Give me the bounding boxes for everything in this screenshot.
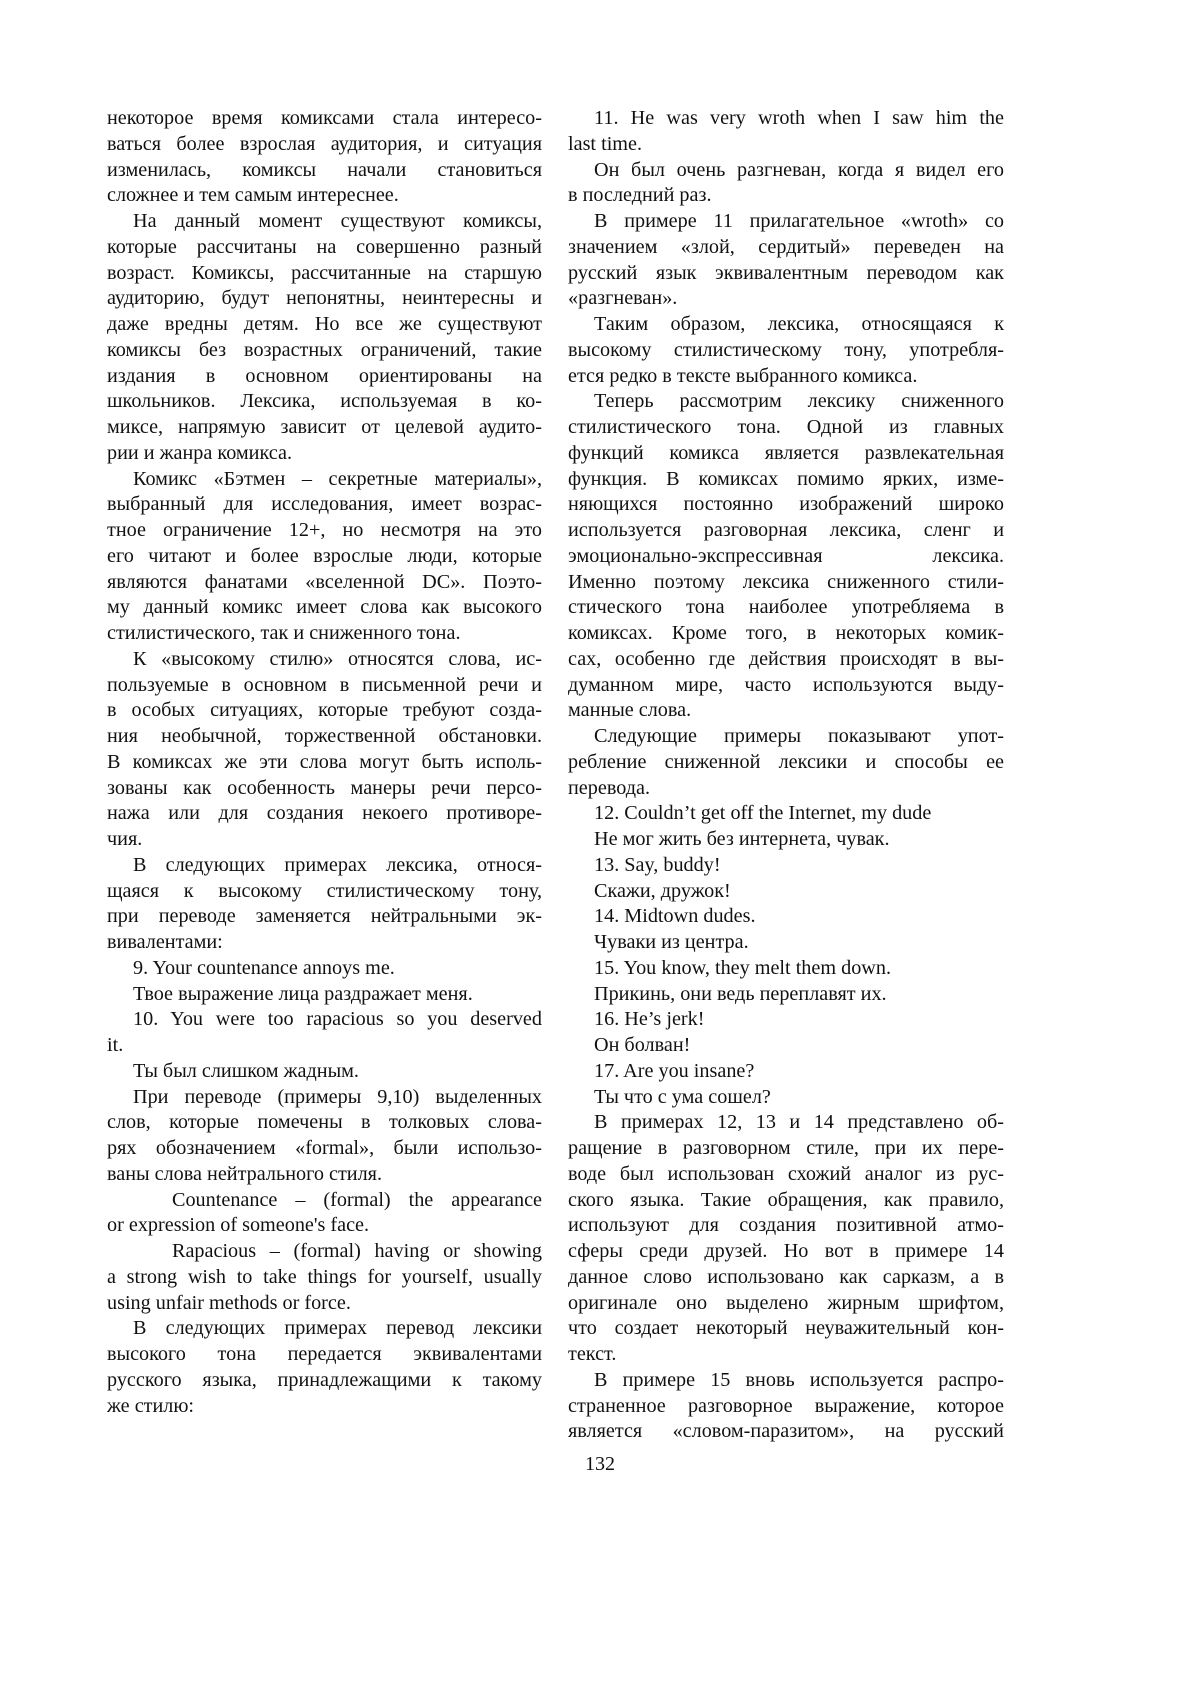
text-line: using unfair methods or force. bbox=[107, 1291, 351, 1314]
text-line: Теперь рассмотрим лексику сниженного bbox=[594, 390, 1004, 413]
text-line: 10. You were too rapacious so you deserved bbox=[133, 1008, 542, 1031]
text-line: В примере 15 вновь используется распро- bbox=[594, 1368, 1004, 1391]
text-line: миксе, напрямую зависит от целевой аудито- bbox=[107, 416, 542, 438]
text-line: сах, особенно где действия происходят в вы- bbox=[568, 647, 1004, 670]
right-text-column bbox=[568, 106, 1004, 1445]
text-line: ращение в разговорном стиле, при их пере- bbox=[568, 1137, 1004, 1159]
text-line: что создает некоторый неуважительный кон- bbox=[568, 1317, 1004, 1340]
text-line: издания в основном ориентированы на bbox=[107, 364, 542, 387]
text-line: няющихся постоянно изображений широко bbox=[568, 493, 1004, 516]
text-line: ваться более взрослая аудитория, и ситуация bbox=[107, 132, 542, 155]
text-line: рях обозначением «formal», были использо- bbox=[107, 1137, 542, 1159]
text-line: «разгневан». bbox=[568, 287, 678, 310]
text-line: 11. He was very wroth when I saw him the bbox=[594, 107, 1004, 129]
text-line: значением «злой, сердитый» переведен на bbox=[568, 235, 1004, 258]
text-line: думанном мире, часто используются выду- bbox=[568, 673, 1004, 696]
text-line: last time. bbox=[568, 132, 643, 155]
text-line: Прикинь, они ведь переплавят их. bbox=[594, 982, 887, 1005]
text-line: К «высокому стилю» относятся слова, ис- bbox=[133, 647, 542, 670]
text-line: высокому стилистическому тону, употребля- bbox=[568, 338, 1004, 361]
text-line: комиксах. Кроме того, в некоторых комик- bbox=[568, 622, 1004, 644]
text-line: Чуваки из центра. bbox=[594, 931, 749, 953]
text-line: ется редко в тексте выбранного комикса. bbox=[568, 364, 918, 387]
text-line: or expression of someone's face. bbox=[107, 1214, 370, 1237]
text-line: являются фанатами «вселенной DC». Поэто- bbox=[107, 570, 542, 593]
text-line: Комикс «Бэтмен – секретные материалы», bbox=[133, 467, 542, 490]
text-line: Следующие примеры показывают упот- bbox=[594, 725, 1004, 747]
text-line: воде был использован схожий аналог из рус- bbox=[568, 1162, 1004, 1185]
text-line: ния необычной, торжественной обстановки. bbox=[107, 725, 542, 747]
text-line: сложнее и тем самым интереснее. bbox=[107, 184, 399, 207]
text-line: нажа или для создания некоего противоре- bbox=[107, 802, 542, 825]
text-line: ребление сниженной лексики и способы ее bbox=[568, 750, 1004, 773]
text-line: 15. You know, they melt them down. bbox=[594, 956, 892, 979]
text-line: выбранный для исследования, имеет возрас- bbox=[107, 493, 542, 516]
text-line: 13. Say, buddy! bbox=[594, 853, 721, 876]
text-line: Ты что с ума сошел? bbox=[594, 1085, 771, 1108]
text-line: В примерах 12, 13 и 14 представлено об- bbox=[594, 1111, 1004, 1134]
text-line: стического тона наиболее употребляема в bbox=[568, 596, 1004, 619]
text-line: В примере 11 прилагательное «wroth» со bbox=[594, 210, 1004, 232]
text-line: it. bbox=[107, 1034, 124, 1056]
text-line: Таким образом, лексика, относящаяся к bbox=[594, 313, 1004, 335]
page-number: 132 bbox=[585, 1453, 615, 1475]
text-line: русский язык эквивалентным переводом как bbox=[568, 261, 1004, 284]
text-line: 14. Midtown dudes. bbox=[594, 905, 756, 928]
text-line: В комиксах же эти слова могут быть исполь- bbox=[107, 750, 542, 773]
text-line: пользуемые в основном в письменной речи и bbox=[107, 673, 542, 696]
text-line: При переводе (примеры 9,10) выделенных bbox=[133, 1085, 542, 1108]
text-line: аудиторию, будут непонятны, неинтересны и bbox=[107, 287, 542, 310]
text-line: комиксы без возрастных ограничений, такие bbox=[107, 338, 542, 361]
text-line: является «словом-паразитом», на русский bbox=[568, 1420, 1004, 1443]
text-line: 9. Your countenance annoys me. bbox=[133, 956, 395, 979]
text-line: при переводе заменяется нейтральными эк- bbox=[107, 905, 542, 928]
text-line: возраст. Комиксы, рассчитанные на старшую bbox=[107, 261, 542, 284]
text-line: используется разговорная лексика, сленг и bbox=[568, 519, 1004, 541]
text-line: Скажи, дружок! bbox=[594, 879, 731, 902]
text-line: 17. Are you insane? bbox=[594, 1059, 755, 1082]
text-line: данное слово использовано как сарказм, а в bbox=[568, 1265, 1004, 1288]
text-line: высокого тона передается эквивалентами bbox=[107, 1343, 542, 1365]
text-line: страненное разговорное выражение, которое bbox=[568, 1394, 1004, 1417]
text-line: Countenance – (formal) the appearance bbox=[172, 1188, 542, 1211]
text-line: чия. bbox=[107, 828, 143, 850]
text-line: щаяся к высокому стилистическому тону, bbox=[107, 879, 542, 902]
text-line: эмоционально-экспрессивная лексика. bbox=[568, 544, 1004, 567]
text-line: Ты был слишком жадным. bbox=[133, 1059, 359, 1082]
text-line: Не мог жить без интернета, чувак. bbox=[594, 828, 890, 850]
text-line: текст. bbox=[568, 1343, 617, 1365]
text-line: школьников. Лексика, используемая в ко- bbox=[107, 390, 542, 413]
text-line: используют для создания позитивной атмо- bbox=[568, 1214, 1004, 1237]
text-line: стилистического, так и сниженного тона. bbox=[107, 622, 461, 644]
text-line: некоторое время комиксами стала интересо- bbox=[107, 107, 542, 129]
text-line: 12. Couldn’t get off the Internet, my dude bbox=[594, 802, 932, 825]
text-line: вивалентами: bbox=[107, 931, 223, 953]
text-line: перевода. bbox=[568, 776, 651, 799]
text-line: слов, которые помечены в толковых слова- bbox=[107, 1111, 542, 1134]
text-line: функция. В комиксах помимо ярких, изме- bbox=[568, 467, 1004, 490]
text-line: Именно поэтому лексика сниженного стили- bbox=[568, 570, 1004, 593]
text-line: даже вредны детям. Но все же существуют bbox=[107, 313, 542, 335]
text-line: зованы как особенность манеры речи персо- bbox=[107, 776, 542, 799]
left-text-column bbox=[107, 106, 542, 1419]
text-line: манные слова. bbox=[568, 699, 692, 722]
text-line: тное ограничение 12+, но несмотря на это bbox=[107, 519, 542, 541]
text-line: в последний раз. bbox=[568, 184, 712, 207]
text-line: стилистического тона. Одной из главных bbox=[568, 416, 1004, 438]
text-line: Rapacious – (formal) having or showing bbox=[172, 1240, 542, 1262]
text-line: Твое выражение лица раздражает меня. bbox=[133, 982, 473, 1005]
text-line: рии и жанра комикса. bbox=[107, 441, 292, 464]
text-line: в особых ситуациях, которые требуют созда- bbox=[107, 699, 542, 722]
text-line: ваны слова нейтрального стиля. bbox=[107, 1162, 382, 1185]
text-line: сферы среди друзей. Но вот в примере 14 bbox=[568, 1240, 1004, 1262]
text-line: му данный комикс имеет слова как высокого bbox=[107, 596, 542, 619]
text-line: функций комикса является развлекательная bbox=[568, 441, 1004, 464]
text-line: оригинале оно выделено жирным шрифтом, bbox=[568, 1291, 1004, 1314]
text-line: Он болван! bbox=[594, 1034, 691, 1056]
text-line: русского языка, принадлежащими к такому bbox=[107, 1368, 542, 1391]
text-line: которые рассчитаны на совершенно разный bbox=[107, 235, 542, 258]
text-line: В следующих примерах перевод лексики bbox=[133, 1317, 542, 1340]
text-line: изменилась, комиксы начали становиться bbox=[107, 158, 542, 181]
text-line: его читают и более взрослые люди, которые bbox=[107, 544, 542, 567]
text-line: 16. He’s jerk! bbox=[594, 1008, 705, 1031]
text-line: ского языка. Такие обращения, как правило, bbox=[568, 1188, 1004, 1211]
text-line: На данный момент существуют комиксы, bbox=[133, 210, 542, 232]
text-line: a strong wish to take things for yourself, usually bbox=[107, 1265, 542, 1288]
text-line: же стилю: bbox=[107, 1394, 195, 1417]
text-line: В следующих примерах лексика, относя- bbox=[133, 853, 542, 876]
text-line: Он был очень разгневан, когда я видел его bbox=[594, 158, 1004, 181]
